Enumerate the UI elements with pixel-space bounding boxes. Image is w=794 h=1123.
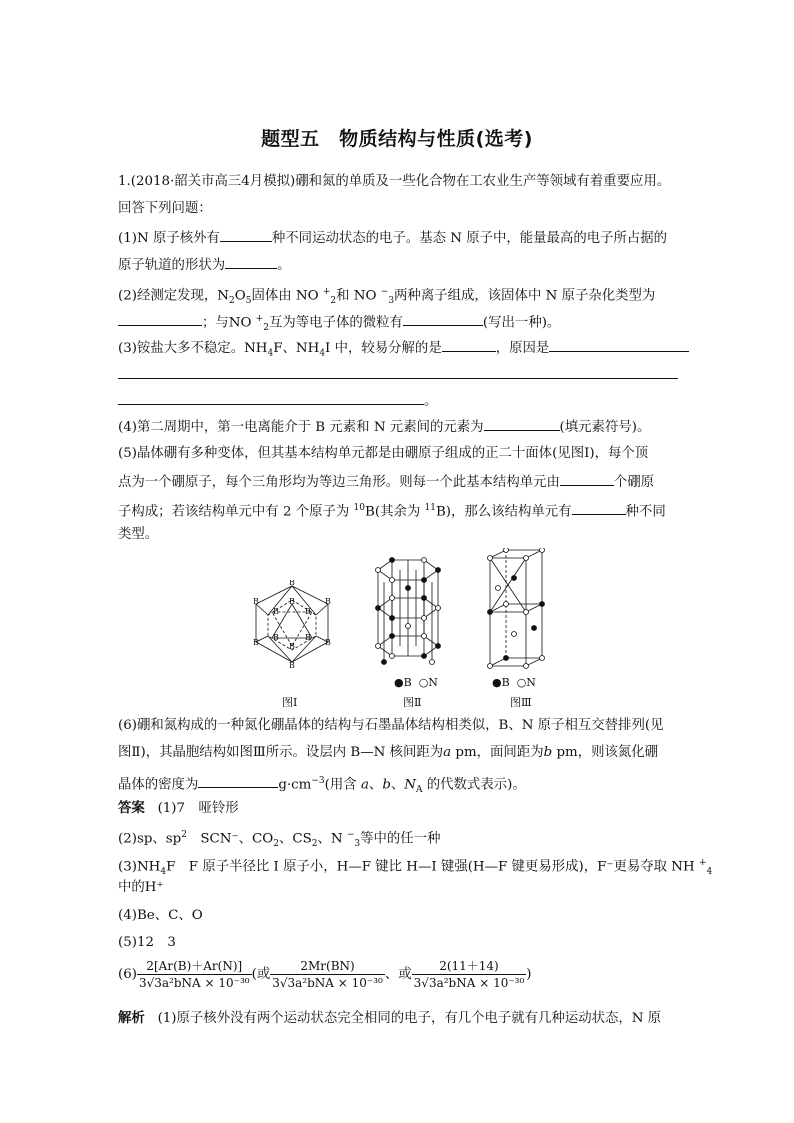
q4-line: (4)第二周期中，第一电离能介于 B 元素和 N 元素间的元素为 (填元素符号)。 (118, 416, 650, 438)
figure-3-caption: 图Ⅲ (510, 696, 532, 709)
q6-line2: 图Ⅱ)，其晶胞结构如图Ⅲ所示。设层内 B—N 核间距为a pm，面间距为b pm，则该氮化硼 (118, 745, 659, 760)
q2-line2: ；与NO +$_2$互为等电子体的微粒有 (写出一种)。 (118, 309, 560, 338)
atom-label: B (305, 607, 311, 616)
figure-3-legend: ●B ○N (492, 676, 536, 689)
atom-label: B (273, 633, 279, 642)
fraction-2: $\frac{2Mr(BN)}{\text{3√3a²bNA × 10⁻³⁰}}$ (272, 959, 383, 990)
q1-line2: 原子轨道的形状为 。 (118, 254, 291, 276)
atom-label: B (325, 597, 331, 606)
q6-line3: 晶体的密度为 $g\cdot cm^{-3}$(用含 a、b、$N_A$ 的代数式表示)。 (118, 771, 526, 800)
answer-6: (6) $\frac{2[Ar(B)+Ar(N)]}{\text{3√3a²bNA × 10⁻³⁰}}$ (或 $\frac{2Mr(BN)}{\text{3√3a²bNA × 10⁻³⁰}}$ 、或 $\frac{2(11+14)}{\text{3√3a²bNA × 10⁻³⁰}}$ ) (118, 959, 532, 990)
q3-line2 (118, 364, 678, 386)
unit-cell-figure (484, 548, 550, 672)
fraction-3: $\frac{2(11+14)}{\text{3√3a²bNA × 10⁻³⁰}}$ (413, 959, 525, 990)
answer-2: (2)sp、$sp^2$ SCN⁻、$CO_2$、$CS_2$、N −$_3$等中的任一种 (118, 830, 441, 850)
q5-line3: 子构成；若该结构单元中有 2 个原子为 $^{10}$B(其余为 $^{11}$B)，那么该结构单元有 种不同 (118, 498, 666, 522)
q1-line1: (1)N 原子核外有 种不同运动状态的电子。基态 N 原子中，能量最高的电子所占据的 (118, 227, 667, 249)
atom-label: B (289, 661, 295, 670)
answer-3: $(3)NH_4F$ F 原子半径比 I 原子小，H—F 键比 H—I 键强(H—F 键更易形成)，F⁻更易夺取 NH +$_4$ (118, 858, 713, 878)
atom-label: B (289, 597, 295, 606)
atom-label: B (253, 638, 259, 647)
atom-label: B (325, 638, 331, 647)
icosahedron-figure (246, 580, 338, 670)
question-intro-2: 回答下列问题： (118, 201, 212, 216)
atom-label: B (289, 580, 295, 587)
answer-blank[interactable] (403, 311, 483, 326)
analysis: 解析 (1)原子核外没有两个运动状态完全相同的电子，有几个电子就有几种运动状态，N 原 (118, 1010, 662, 1026)
answer-blank[interactable] (225, 254, 277, 269)
answer-blank[interactable] (442, 337, 496, 352)
answer-blank[interactable] (118, 311, 202, 326)
q5-line1: (5)晶体硼有多种变体，但其基本结构单元都是由硼原子组成的正二十面体(见图Ⅰ)，每个顶 (118, 446, 649, 461)
answer-blank[interactable] (118, 364, 678, 379)
answer-blank[interactable] (484, 416, 560, 431)
figure-1-caption: 图Ⅰ (282, 696, 298, 709)
answer-4: (4)Be、C、O (118, 908, 203, 923)
answer-3-cont: 中的H⁺ (118, 880, 164, 895)
figure-2-caption: 图Ⅱ (403, 696, 422, 709)
answer-1: 答案 (1)7 哑铃形 (118, 800, 239, 816)
answer-blank[interactable] (560, 471, 614, 486)
answer-blank[interactable] (572, 500, 626, 515)
atom-label: B (273, 607, 279, 616)
answer-blank[interactable] (198, 773, 278, 788)
q6-line1: (6)硼和氮构成的一种氮化硼晶体的结构与石墨晶体结构相类似，B、N 原子相互交替排列(见 (118, 718, 664, 733)
answer-5: (5)12 3 (118, 935, 176, 950)
q5-line2: 点为一个硼原子，每个三角形均为等边三角形。则每一个此基本结构单元由 个硼原 (118, 471, 654, 493)
atom-label: B (305, 633, 311, 642)
q5-line4: 类型。 (118, 527, 159, 542)
answer-blank[interactable] (220, 227, 272, 242)
figure-2-legend: ●B ○N (394, 676, 438, 689)
answer-blank[interactable] (549, 337, 689, 352)
q2-line1: (2)经测定发现，$N_2O_5$固体由 NO +$_2$和 NO −$_3$两种离子组成，该固体中 N 原子杂化类型为 (118, 287, 656, 307)
atom-label: B (289, 642, 295, 651)
layered-lattice-figure (370, 552, 452, 672)
answer-blank[interactable] (118, 390, 424, 405)
question-intro: 1.(2018·韶关市高三4月模拟)硼和氮的单质及一些化合物在工农业生产等领域有着重要应用。 (118, 174, 671, 189)
q3-line3: 。 (118, 390, 437, 412)
q3-line1: (3)铵盐大多不稳定。$NH_4F$、$NH_4I$ 中，较易分解的是 ，原因是 (118, 337, 689, 364)
page-title: 题型五 物质结构与性质(选考) (261, 128, 533, 150)
atom-label: B (253, 597, 259, 606)
fraction-1: $\frac{2[Ar(B)+Ar(N)]}{\text{3√3a²bNA × 10⁻³⁰}}$ (138, 959, 250, 990)
